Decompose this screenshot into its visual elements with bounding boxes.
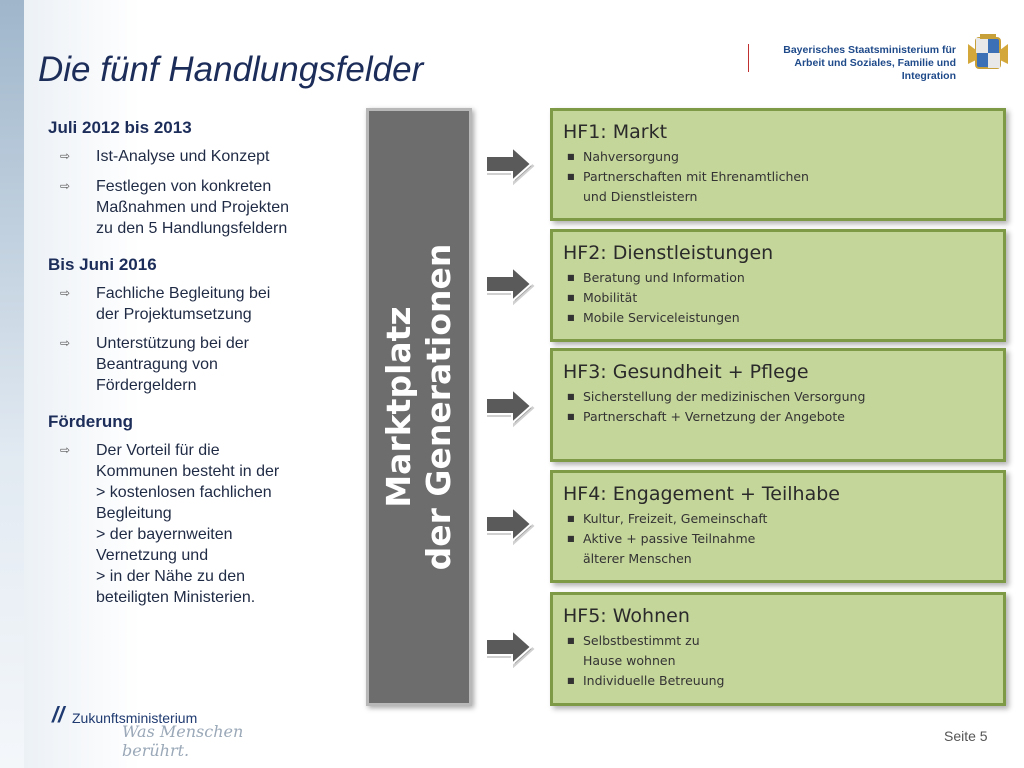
marktplatz-label — [379, 244, 459, 571]
bullet-line: Ist-Analyse und Konzept — [96, 148, 270, 165]
field-item-line: Nahversorgung — [583, 149, 679, 164]
field-item — [563, 167, 993, 207]
field-item-line: Sicherstellung der medizinischen Versorgung — [583, 389, 866, 404]
bullet-line: Kommunen besteht in der — [96, 463, 280, 480]
square-bullet-icon: ■ — [567, 273, 575, 282]
field-item — [563, 308, 993, 328]
logo-slash: // — [52, 702, 65, 727]
bullet-line: Der Vorteil für die — [96, 442, 220, 459]
field-item — [563, 387, 993, 407]
bullet-line: Festlegen von konkreten — [96, 178, 272, 195]
bullet-line: Fördergeldern — [96, 377, 197, 394]
bullet-line: der Projektumsetzung — [96, 306, 252, 323]
ministry-name — [760, 44, 956, 83]
field-item — [563, 509, 993, 529]
field-item — [563, 671, 993, 691]
zukunftsministerium-logo — [52, 702, 312, 760]
bavaria-crest-icon — [962, 34, 1014, 72]
field-title: HF1: Markt — [563, 121, 668, 143]
field-item — [563, 268, 993, 288]
sub-line: Begleitung — [96, 505, 172, 522]
bullet-line: Unterstützung bei der — [96, 335, 249, 352]
logo-slogan: Was Menschen berührt. — [122, 722, 244, 760]
bullet-line: Fachliche Begleitung bei — [96, 285, 271, 302]
square-bullet-icon: ■ — [567, 412, 575, 421]
field-item-line: Partnerschaften mit Ehrenamtlichen — [583, 169, 809, 184]
field-title: HF5: Wohnen — [563, 605, 690, 627]
sub-item — [96, 566, 348, 608]
square-bullet-icon: ■ — [567, 152, 575, 161]
sub-item — [96, 482, 348, 524]
field-title: HF4: Engagement + Teilhabe — [563, 483, 840, 505]
marktplatz-line-1: Marktplatz — [379, 306, 418, 508]
field-hf4 — [550, 470, 1006, 583]
square-bullet-icon: ■ — [567, 313, 575, 322]
bullet-item — [48, 333, 348, 396]
bullet-line: Maßnahmen und Projekten — [96, 199, 289, 216]
field-item-line: Mobile Serviceleistungen — [583, 310, 740, 325]
sub-line: beteiligten Ministerien. — [96, 589, 256, 606]
ministry-line-2: Arbeit und Soziales, Familie und Integration — [794, 57, 956, 82]
square-bullet-icon: ■ — [567, 392, 575, 401]
field-item — [563, 529, 993, 569]
field-item-line: Hause wohnen — [583, 653, 676, 668]
sub-line: > der bayernweiten — [96, 526, 233, 543]
field-item-line: und Dienstleistern — [583, 189, 698, 204]
square-bullet-icon: ■ — [567, 676, 575, 685]
field-hf1 — [550, 108, 1006, 221]
field-item — [563, 631, 993, 671]
page-title: Die fünf Handlungsfelder — [38, 50, 424, 89]
field-item-line: Individuelle Betreuung — [583, 673, 725, 688]
arrow-right-icon — [484, 387, 536, 429]
field-item-line: Selbstbestimmt zu — [583, 633, 700, 648]
field-item — [563, 288, 993, 308]
sub-line: Vernetzung und — [96, 547, 209, 564]
header-divider — [748, 44, 749, 72]
field-item — [563, 407, 993, 427]
section-title: Förderung — [48, 412, 133, 431]
section-juli-2012 — [48, 118, 348, 239]
field-item-line: Beratung und Information — [583, 270, 745, 285]
arrow-right-icon — [484, 145, 536, 187]
field-hf5 — [550, 592, 1006, 706]
bullet-item — [48, 440, 348, 608]
square-bullet-icon: ■ — [567, 514, 575, 523]
field-item — [563, 147, 993, 167]
square-bullet-icon: ■ — [567, 636, 575, 645]
field-item-line: Mobilität — [583, 290, 638, 305]
bullet-item — [48, 146, 348, 167]
arrow-right-icon — [484, 265, 536, 307]
field-hf3 — [550, 348, 1006, 462]
arrow-bullet-icon: ⇨ — [60, 179, 71, 193]
left-decor-bar — [0, 0, 24, 768]
sub-line: > in der Nähe zu den — [96, 568, 245, 585]
field-item-line: Partnerschaft + Vernetzung der Angebote — [583, 409, 845, 424]
section-juni-2016 — [48, 255, 348, 396]
sub-item — [96, 524, 348, 566]
marktplatz-box — [366, 108, 472, 706]
field-item-line: älterer Menschen — [583, 551, 692, 566]
field-item-line: Aktive + passive Teilnahme — [583, 531, 756, 546]
page-number: Seite 5 — [944, 728, 988, 744]
square-bullet-icon: ■ — [567, 293, 575, 302]
arrow-bullet-icon: ⇨ — [60, 149, 71, 163]
bullet-line: Beantragung von — [96, 356, 218, 373]
marktplatz-line-2: der Generationen — [419, 243, 458, 571]
bullet-item — [48, 283, 348, 325]
sub-line: > kostenlosen fachlichen — [96, 484, 272, 501]
arrow-bullet-icon: ⇨ — [60, 286, 71, 300]
arrow-right-icon — [484, 505, 536, 547]
field-item-line: Kultur, Freizeit, Gemeinschaft — [583, 511, 768, 526]
field-title: HF2: Dienstleistungen — [563, 242, 774, 264]
field-hf2 — [550, 229, 1006, 342]
arrow-bullet-icon: ⇨ — [60, 336, 71, 350]
left-column — [48, 118, 348, 608]
section-title: Juli 2012 bis 2013 — [48, 118, 192, 137]
section-title: Bis Juni 2016 — [48, 255, 157, 274]
square-bullet-icon: ■ — [567, 172, 575, 181]
square-bullet-icon: ■ — [567, 534, 575, 543]
logo-name: Zukunftsministerium — [72, 710, 198, 726]
ministry-line-1: Bayerisches Staatsministerium für — [783, 44, 956, 56]
arrow-bullet-icon: ⇨ — [60, 443, 71, 457]
bullet-line: zu den 5 Handlungsfeldern — [96, 220, 288, 237]
arrow-right-icon — [484, 628, 536, 670]
field-title: HF3: Gesundheit + Pflege — [563, 361, 809, 383]
section-foerderung — [48, 412, 348, 608]
bullet-item — [48, 176, 348, 239]
